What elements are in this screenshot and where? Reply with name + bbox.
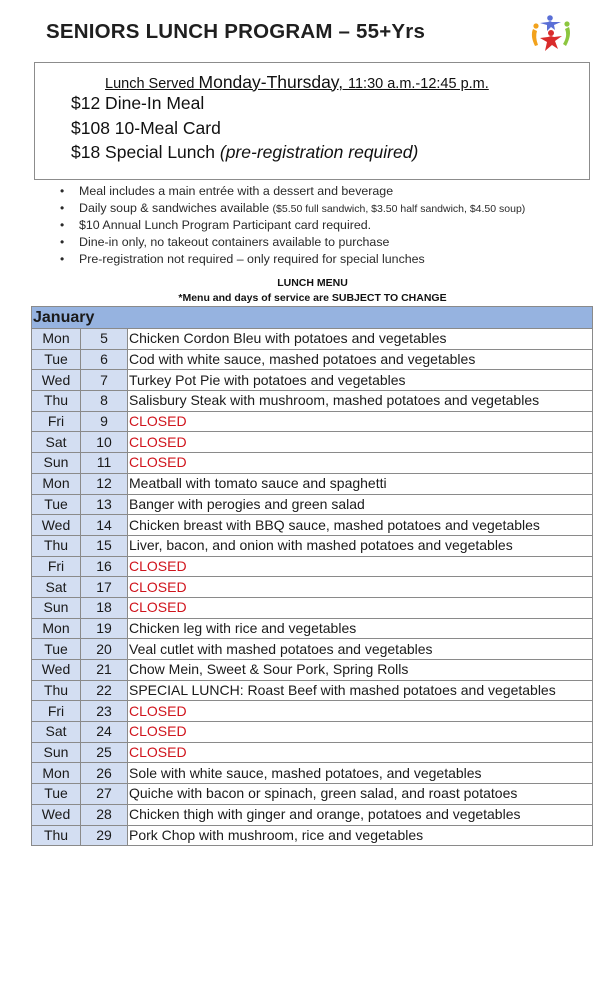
date-cell: 15 bbox=[81, 535, 128, 556]
price-label: $18 Special Lunch bbox=[71, 142, 220, 162]
figure-blue bbox=[540, 15, 561, 31]
served-time: 11:30 a.m.-12:45 p.m. bbox=[347, 76, 489, 92]
date-cell: 5 bbox=[81, 329, 128, 350]
date-cell: 11 bbox=[81, 453, 128, 474]
note-text: Pre-registration not required – only required for special lunches bbox=[79, 252, 425, 266]
date-cell: 27 bbox=[81, 784, 128, 805]
served-days: Monday-Thursday, bbox=[198, 72, 348, 92]
day-cell: Sat bbox=[32, 577, 81, 598]
meal-cell: Turkey Pot Pie with potatoes and vegetables bbox=[128, 370, 593, 391]
note-text: Daily soup & sandwiches available bbox=[79, 201, 273, 215]
meal-cell: Salisbury Steak with mushroom, mashed potatoes and vegetables bbox=[128, 391, 593, 412]
date-cell: 7 bbox=[81, 370, 128, 391]
date-cell: 20 bbox=[81, 639, 128, 660]
meal-cell: Chicken breast with BBQ sauce, mashed potatoes and vegetables bbox=[128, 515, 593, 536]
day-cell: Sat bbox=[32, 722, 81, 743]
meal-cell: Chow Mein, Sweet & Sour Pork, Spring Rolls bbox=[128, 660, 593, 681]
closed-cell: CLOSED bbox=[128, 411, 593, 432]
meal-cell: Veal cutlet with mashed potatoes and vegetables bbox=[128, 639, 593, 660]
menu-row bbox=[32, 577, 593, 598]
date-cell: 16 bbox=[81, 556, 128, 577]
day-cell: Thu bbox=[32, 680, 81, 701]
price-meal-card bbox=[71, 118, 221, 139]
closed-cell: CLOSED bbox=[128, 556, 593, 577]
menu-row bbox=[32, 535, 593, 556]
menu-row bbox=[32, 432, 593, 453]
meal-cell: Sole with white sauce, mashed potatoes, and vegetables bbox=[128, 763, 593, 784]
meal-cell: Banger with perogies and green salad bbox=[128, 494, 593, 515]
date-cell: 25 bbox=[81, 742, 128, 763]
meal-cell: SPECIAL LUNCH: Roast Beef with mashed potatoes and vegetables bbox=[128, 680, 593, 701]
date-cell: 29 bbox=[81, 825, 128, 846]
day-cell: Sun bbox=[32, 453, 81, 474]
note-text: $10 Annual Lunch Program Participant card required. bbox=[79, 218, 372, 232]
menu-row bbox=[32, 329, 593, 350]
date-cell: 28 bbox=[81, 804, 128, 825]
notice-emphasis: SUBJECT TO CHANGE bbox=[331, 292, 447, 304]
menu-row bbox=[32, 660, 593, 681]
menu-row bbox=[32, 784, 593, 805]
day-cell: Wed bbox=[32, 660, 81, 681]
note-item bbox=[60, 200, 525, 217]
date-cell: 22 bbox=[81, 680, 128, 701]
price-note: (pre-registration required) bbox=[219, 142, 419, 162]
people-circle-logo-icon bbox=[528, 14, 574, 54]
meal-cell: Pork Chop with mushroom, rice and vegetables bbox=[128, 825, 593, 846]
date-cell: 24 bbox=[81, 722, 128, 743]
day-cell: Wed bbox=[32, 515, 81, 536]
meal-cell: Chicken Cordon Bleu with potatoes and vegetables bbox=[128, 329, 593, 350]
menu-row bbox=[32, 473, 593, 494]
menu-row bbox=[32, 804, 593, 825]
meal-cell: Chicken thigh with ginger and orange, potatoes and vegetables bbox=[128, 804, 593, 825]
day-cell: Thu bbox=[32, 825, 81, 846]
menu-row bbox=[32, 556, 593, 577]
menu-row bbox=[32, 453, 593, 474]
closed-cell: CLOSED bbox=[128, 577, 593, 598]
closed-cell: CLOSED bbox=[128, 701, 593, 722]
day-cell: Tue bbox=[32, 349, 81, 370]
day-cell: Tue bbox=[32, 639, 81, 660]
menu-row bbox=[32, 370, 593, 391]
note-text: Dine-in only, no takeout containers available to purchase bbox=[79, 235, 390, 249]
day-cell: Tue bbox=[32, 784, 81, 805]
menu-row bbox=[32, 391, 593, 412]
day-cell: Fri bbox=[32, 411, 81, 432]
day-cell: Mon bbox=[32, 473, 81, 494]
day-cell: Sun bbox=[32, 742, 81, 763]
menu-row bbox=[32, 825, 593, 846]
menu-row bbox=[32, 515, 593, 536]
figure-green bbox=[563, 21, 570, 46]
date-cell: 21 bbox=[81, 660, 128, 681]
menu-row bbox=[32, 349, 593, 370]
date-cell: 17 bbox=[81, 577, 128, 598]
day-cell: Thu bbox=[32, 535, 81, 556]
service-hours bbox=[105, 72, 489, 93]
lunch-menu-table bbox=[31, 306, 593, 846]
day-cell: Thu bbox=[32, 391, 81, 412]
menu-row bbox=[32, 639, 593, 660]
date-cell: 10 bbox=[81, 432, 128, 453]
meal-cell: Cod with white sauce, mashed potatoes and vegetables bbox=[128, 349, 593, 370]
closed-cell: CLOSED bbox=[128, 432, 593, 453]
menu-row bbox=[32, 680, 593, 701]
date-cell: 12 bbox=[81, 473, 128, 494]
day-cell: Fri bbox=[32, 701, 81, 722]
day-cell: Wed bbox=[32, 804, 81, 825]
date-cell: 26 bbox=[81, 763, 128, 784]
day-cell: Mon bbox=[32, 329, 81, 350]
day-cell: Sat bbox=[32, 432, 81, 453]
note-detail: ($5.50 full sandwich, $3.50 half sandwich, $4.50 soup) bbox=[272, 203, 526, 215]
note-item bbox=[60, 234, 525, 251]
menu-row bbox=[32, 597, 593, 618]
menu-row bbox=[32, 411, 593, 432]
closed-cell: CLOSED bbox=[128, 453, 593, 474]
menu-heading: LUNCH MENU bbox=[277, 277, 348, 289]
date-cell: 9 bbox=[81, 411, 128, 432]
day-cell: Mon bbox=[32, 618, 81, 639]
price-special-lunch bbox=[71, 142, 418, 163]
meal-cell: Quiche with bacon or spinach, green salad, and roast potatoes bbox=[128, 784, 593, 805]
pricing-info-box bbox=[34, 62, 590, 180]
menu-row bbox=[32, 618, 593, 639]
date-cell: 18 bbox=[81, 597, 128, 618]
date-cell: 8 bbox=[81, 391, 128, 412]
note-item bbox=[60, 251, 525, 268]
date-cell: 13 bbox=[81, 494, 128, 515]
menu-notice bbox=[0, 292, 612, 304]
day-cell: Tue bbox=[32, 494, 81, 515]
closed-cell: CLOSED bbox=[128, 597, 593, 618]
month-header-row bbox=[32, 307, 593, 329]
note-item bbox=[60, 183, 525, 200]
menu-row bbox=[32, 763, 593, 784]
menu-row bbox=[32, 742, 593, 763]
price-dine-in bbox=[71, 93, 204, 114]
meal-cell: Liver, bacon, and onion with mashed potatoes and vegetables bbox=[128, 535, 593, 556]
menu-row bbox=[32, 701, 593, 722]
page-title: SENIORS LUNCH PROGRAM – 55+Yrs bbox=[46, 20, 426, 43]
day-cell: Sun bbox=[32, 597, 81, 618]
program-notes-list bbox=[60, 183, 525, 268]
price-label: $12 Dine-In Meal bbox=[71, 93, 205, 113]
closed-cell: CLOSED bbox=[128, 722, 593, 743]
day-cell: Wed bbox=[32, 370, 81, 391]
date-cell: 23 bbox=[81, 701, 128, 722]
menu-row bbox=[32, 494, 593, 515]
date-cell: 14 bbox=[81, 515, 128, 536]
date-cell: 19 bbox=[81, 618, 128, 639]
note-item bbox=[60, 217, 525, 234]
day-cell: Mon bbox=[32, 763, 81, 784]
figure-orange bbox=[532, 23, 539, 46]
date-cell: 6 bbox=[81, 349, 128, 370]
day-cell: Fri bbox=[32, 556, 81, 577]
figure-red bbox=[540, 30, 562, 51]
price-label: $108 10-Meal Card bbox=[71, 118, 221, 138]
month-label: January bbox=[32, 307, 593, 329]
served-prefix: Lunch Served bbox=[105, 76, 199, 92]
closed-cell: CLOSED bbox=[128, 742, 593, 763]
meal-cell: Chicken leg with rice and vegetables bbox=[128, 618, 593, 639]
menu-row bbox=[32, 722, 593, 743]
note-text: Meal includes a main entrée with a dessert and beverage bbox=[79, 184, 394, 198]
notice-prefix: *Menu and days of service are bbox=[178, 292, 332, 304]
meal-cell: Meatball with tomato sauce and spaghetti bbox=[128, 473, 593, 494]
